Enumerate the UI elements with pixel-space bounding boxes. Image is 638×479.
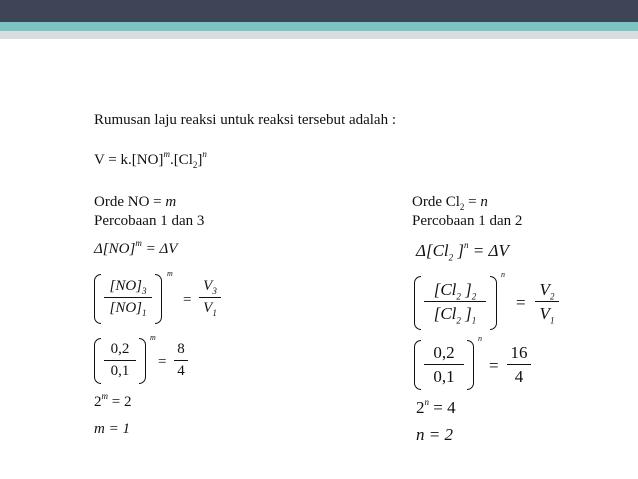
left-order-title: Orde NO = m	[94, 194, 177, 210]
right-frac2: 0,2 0,1	[424, 344, 464, 385]
right-frac1-paren-left	[414, 276, 421, 330]
right-frac2-paren-right	[467, 340, 474, 390]
right-frac1-rhs: $V_2$ $V_1$	[535, 281, 559, 322]
left-frac1: $[NO]_3$ $[NO]_1$	[104, 279, 152, 316]
left-frac2: 0,2 0,1	[104, 342, 136, 379]
right-order-title: Orde $Cl_2 = n$	[412, 194, 488, 212]
rate-law: $V = k.[NO]^m.[Cl_2]^n$	[94, 149, 207, 170]
left-eq1: Δ[NO]$^m$ = ΔV	[94, 238, 178, 257]
left-frac2-eq: =	[158, 354, 167, 370]
left-frac1-eq: =	[183, 292, 192, 308]
left-frac1-exp: m	[167, 269, 173, 278]
right-experiment: Percobaan 1 dan 2	[412, 213, 523, 229]
right-eq4: $2^n = 4$	[416, 397, 456, 417]
right-frac2-exp: n	[478, 334, 482, 343]
left-frac1-paren-left	[94, 274, 101, 324]
left-eq4: $2^m = 2$	[94, 391, 132, 410]
left-frac2-paren-right	[139, 338, 146, 384]
right-frac1-exp: n	[501, 270, 505, 279]
right-frac1-paren-right	[490, 276, 497, 330]
left-frac2-rhs: 8 4	[174, 342, 188, 379]
left-frac2-paren-left	[94, 338, 101, 384]
header-bar-teal	[0, 22, 638, 31]
right-frac2-eq: =	[489, 356, 499, 375]
left-eq5: m = 1	[94, 421, 130, 437]
right-eq1: $\Delta[Cl_2$ ]$^n$ = ΔV	[416, 240, 509, 263]
left-frac2-exp: m	[150, 333, 156, 342]
right-frac1-eq: =	[516, 293, 526, 312]
header-bar-dark	[0, 0, 638, 22]
header-bar-gray	[0, 31, 638, 39]
left-frac1-rhs: $V_3$ $V_1$	[199, 279, 221, 316]
left-experiment: Percobaan 1 dan 3	[94, 213, 205, 229]
right-frac2-rhs: 16 4	[507, 344, 531, 385]
right-frac2-paren-left	[414, 340, 421, 390]
left-frac1-paren-right	[155, 274, 162, 324]
right-frac1: [$Cl_2$ ]$_2$ [$Cl_2$ ]$_1$	[424, 281, 486, 322]
intro-text: Rumusan laju reaksi untuk reaksi tersebut adalah :	[94, 112, 396, 128]
right-eq5: n = 2	[416, 425, 453, 444]
